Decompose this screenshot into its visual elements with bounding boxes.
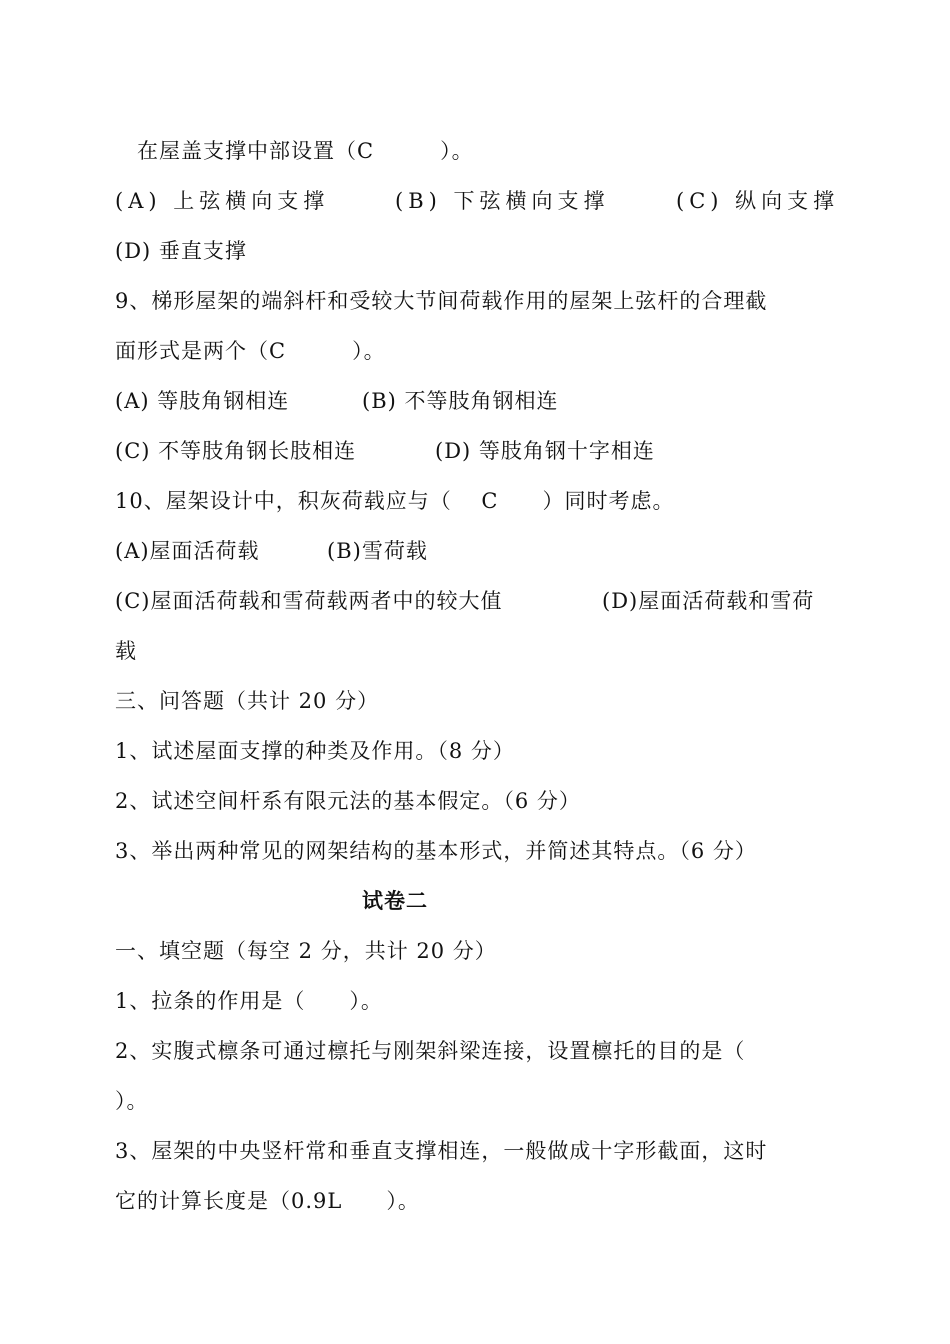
option-b: (B)雪荷载 [327,539,428,563]
essay-question-1: 1、试述屋面支撑的种类及作用。（8 分） [115,739,515,763]
question-9-text: 9、梯形屋架的端斜杆和受较大节间荷载作用的屋架上弦杆的合理截 [115,289,768,313]
option-b: (B) 下弦横向支撑 [395,189,610,213]
option-a: (A) 等肢角钢相连 [115,389,290,413]
option-c: (C) 纵向支撑 [676,189,840,213]
option-d: (D) 等肢角钢十字相连 [435,439,655,463]
option-a: (A) 上弦横向支撑 [115,189,330,213]
option-b: (B) 不等肢角钢相连 [362,389,559,413]
question-8-continuation: 在屋盖支撑中部设置（C ）。 [137,139,474,163]
question-10-text: 10、屋架设计中，积灰荷载应与（ C ）同时考虑。 [115,489,675,513]
question-9-text-continued: 面形式是两个（C ）。 [115,339,386,363]
question-10-option-d-continued: 载 [115,639,137,663]
exam-paper-2-title: 试卷二 [362,889,428,913]
section-3-heading: 三、问答题（共计 20 分） [115,689,380,713]
essay-question-3: 3、举出两种常见的网架结构的基本形式，并简述其特点。（6 分） [115,839,757,863]
option-a: (A)屋面活荷载 [115,539,260,563]
essay-question-2: 2、试述空间杆系有限元法的基本假定。（6 分） [115,789,581,813]
option-c: (C) 不等肢角钢长肢相连 [115,439,357,463]
option-c: (C)屋面活荷载和雪荷载两者中的较大值 [115,589,503,613]
fill-question-2-continued: ）。 [115,1089,149,1113]
fill-question-2: 2、实腹式檩条可通过檩托与刚架斜梁连接，设置檩托的目的是（ [115,1039,746,1063]
section-1-heading: 一、填空题（每空 2 分，共计 20 分） [115,939,497,963]
question-8-option-d: (D) 垂直支撑 [115,239,247,263]
fill-question-3-continued: 它的计算长度是（0.9L ）。 [115,1189,420,1213]
fill-question-3: 3、屋架的中央竖杆常和垂直支撑相连，一般做成十字形截面，这时 [115,1139,768,1163]
fill-question-1: 1、拉条的作用是（ ）。 [115,989,383,1013]
option-d: (D)屋面活荷载和雪荷 [602,589,815,613]
